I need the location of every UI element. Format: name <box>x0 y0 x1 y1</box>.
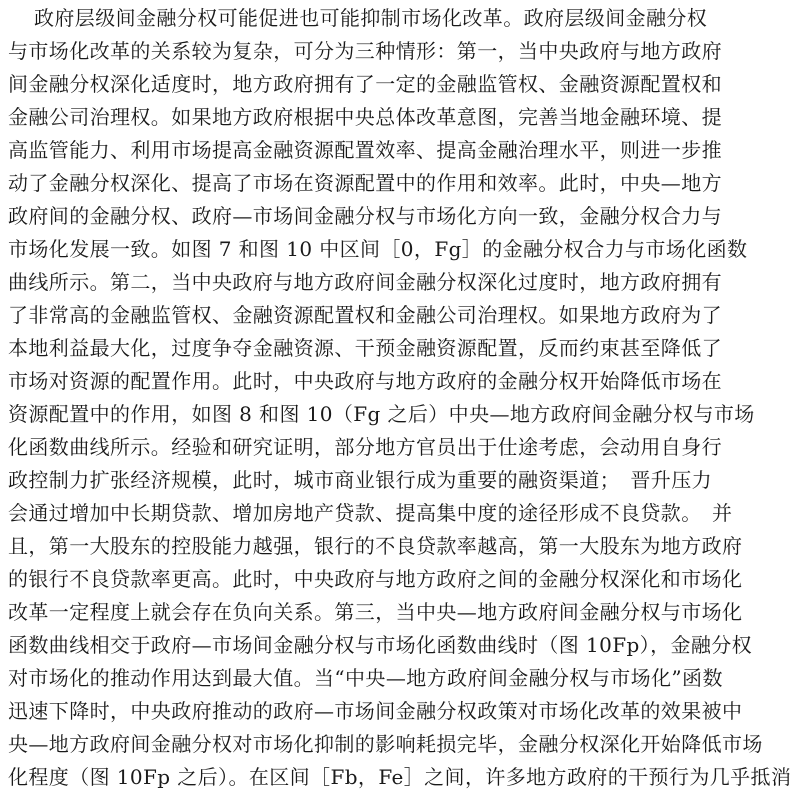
text-line: 的银行不良贷款率更高。此时，中央政府与地方政府之间的金融分权深化和市场化 <box>8 567 743 591</box>
text-line: 函数曲线相交于政府—市场间金融分权与市场化函数曲线时（图 10Fp），金融分权 <box>8 633 753 657</box>
text-line: 金融公司治理权。如果地方政府根据中央总体改革意图，完善当地金融环境、提 <box>8 105 722 129</box>
text-line: 化程度（图 10Fp 之后）。在区间［Fb，Fe］之间，许多地方政府的干预行为几乎抵消 <box>8 765 792 789</box>
text-line: 央—地方政府间金融分权对市场化抑制的影响耗损完毕，金融分权深化开始降低市场 <box>8 732 763 756</box>
text-line: 高监管能力、利用市场提高金融资源配置效率、提高金融治理水平，则进一步推 <box>8 138 722 162</box>
text-line: 市场化发展一致。如图 7 和图 10 中区间［0，Fg］的金融分权合力与市场化函数 <box>8 237 748 261</box>
text-line: 迅速下降时，中央政府推动的政府—市场间金融分权政策对市场化改革的效果被中 <box>8 699 743 723</box>
text-line: 资源配置中的作用，如图 8 和图 10（Fg 之后）中央—地方政府间金融分权与市场 <box>8 402 755 426</box>
text-line: 间金融分权深化适度时，地方政府拥有了一定的金融监管权、金融资源配置权和 <box>8 72 722 96</box>
text-line: 化函数曲线所示。经验和研究证明，部分地方官员出于仕途考虑，会动用自身行 <box>8 435 722 459</box>
text-line: 改革一定程度上就会存在负向关系。第三，当中央—地方政府间金融分权与市场化 <box>8 600 743 624</box>
text-line: 政控制力扩张经济规模，此时，城市商业银行成为重要的融资渠道； 晋升压力 <box>8 468 712 492</box>
text-line: 了非常高的金融监管权、金融资源配置权和金融公司治理权。如果地方政府为了 <box>8 303 722 327</box>
text-line: 政府层级间金融分权可能促进也可能抑制市场化改革。政府层级间金融分权 <box>34 6 708 30</box>
text-line: 且，第一大股东的控股能力越强，银行的不良贷款率越高，第一大股东为地方政府 <box>8 534 743 558</box>
text-line: 与市场化改革的关系较为复杂，可分为三种情形：第一，当中央政府与地方政府 <box>8 39 722 63</box>
text-line: 市场对资源的配置作用。此时，中央政府与地方政府的金融分权开始降低市场在 <box>8 369 722 393</box>
text-line: 会通过增加中长期贷款、增加房地产贷款、提高集中度的途径形成不良贷款。 并 <box>8 501 733 525</box>
text-line: 本地利益最大化，过度争夺金融资源、干预金融资源配置，反而约束甚至降低了 <box>8 336 722 360</box>
text-line: 政府间的金融分权、政府—市场间金融分权与市场化方向一致，金融分权合力与 <box>8 204 722 228</box>
text-line: 曲线所示。第二，当中央政府与地方政府间金融分权深化过度时，地方政府拥有 <box>8 270 722 294</box>
text-line: 对市场化的推动作用达到最大值。当“中央—地方政府间金融分权与市场化”函数 <box>8 666 723 690</box>
text-line: 动了金融分权深化、提高了市场在资源配置中的作用和效率。此时，中央—地方 <box>8 171 722 195</box>
